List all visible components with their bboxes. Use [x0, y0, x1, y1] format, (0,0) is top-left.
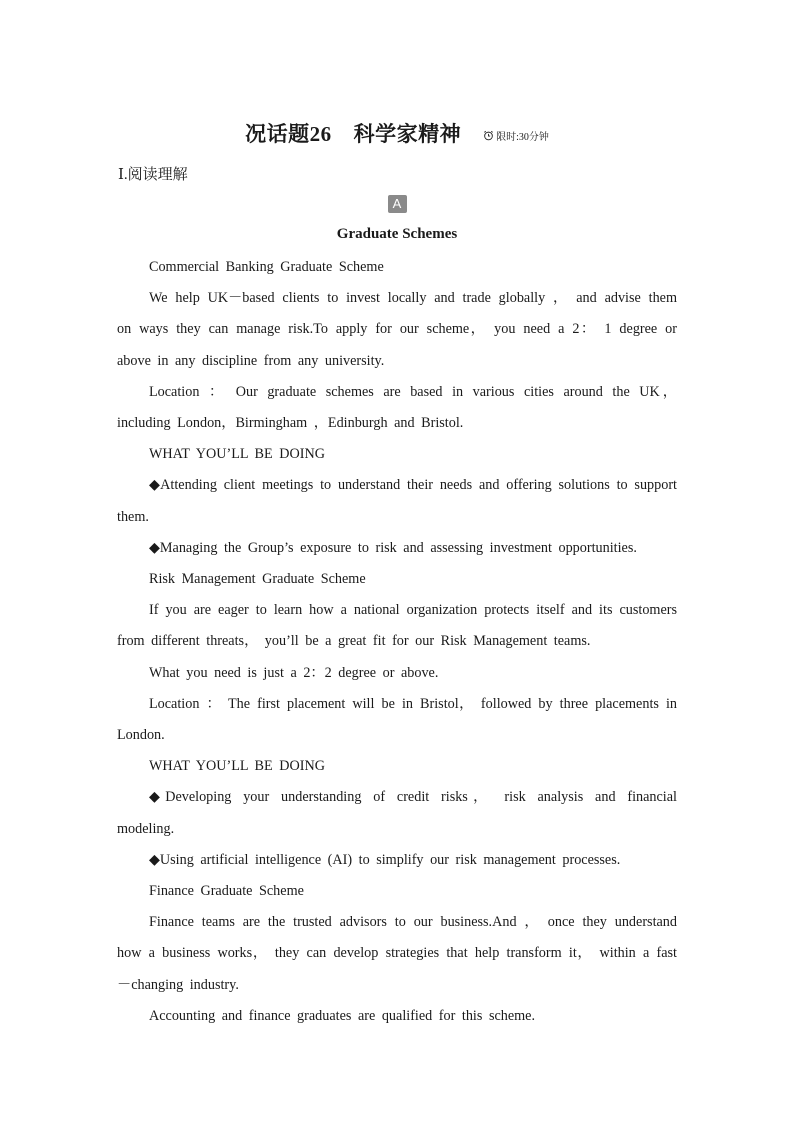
page-title — [245, 118, 461, 148]
paragraph: ◆Managing the Group’s exposure to risk and assessing investment opportunities. — [149, 539, 637, 556]
paragraph: We help UK－based clients to invest locally and trade globally ， and advise them on ways they can manage risk.To apply for our scheme， you need a 2： 1 degree or above in any discipline from any university. — [117, 290, 677, 369]
paragraph: Accounting and finance graduates are qualified for this scheme. — [149, 1007, 536, 1024]
paragraph: WHAT YOU’LL BE DOING — [149, 758, 325, 775]
paragraph: ◆Developing your understanding of credit risks， risk analysis and financial modeling. — [117, 789, 677, 837]
passage-body — [117, 252, 677, 1032]
time-limit — [483, 128, 549, 143]
time-limit-text: 限时:30分钟 — [496, 132, 549, 143]
paragraph: ◆Using artificial intelligence (AI) to simplify our risk management processes. — [149, 851, 621, 868]
paragraph: Finance Graduate Scheme — [149, 883, 304, 900]
alarm-clock-icon — [483, 130, 494, 141]
paragraph: Location ： Our graduate schemes are based in various cities around the UK， including London，Birmingham ，Edinburgh and Bristol. — [117, 383, 677, 432]
title-topic-number: 况话题26 — [245, 122, 332, 146]
paragraph: WHAT YOU’LL BE DOING — [149, 446, 325, 463]
paragraph: Risk Management Graduate Scheme — [149, 571, 366, 588]
paragraph: If you are eager to learn how a national organization protects itself and its customers from different threats， you’ll be a great fit for our Risk Management teams. — [117, 602, 677, 650]
title-topic-name: 科学家精神 — [353, 122, 462, 146]
title-row — [0, 118, 794, 148]
section-heading: Ⅰ.阅读理解 — [118, 167, 188, 183]
paragraph: Finance teams are the trusted advisors to our business.And ， once they understand how a business works， they can develop strategies that help transform it， within a fast－changing industry. — [117, 914, 677, 993]
paragraph: Location ： The first placement will be in Bristol， followed by three placements in London. — [117, 695, 677, 744]
passage-label-row — [0, 195, 794, 213]
passage-title: Graduate Schemes — [336, 226, 458, 242]
paragraph: ◆Attending client meetings to understand their needs and offering solutions to support them. — [117, 477, 677, 525]
paragraph: Commercial Banking Graduate Scheme — [149, 259, 384, 275]
paragraph: What you need is just a 2：2 degree or above. — [149, 664, 439, 681]
passage-label-badge: A — [388, 195, 407, 213]
